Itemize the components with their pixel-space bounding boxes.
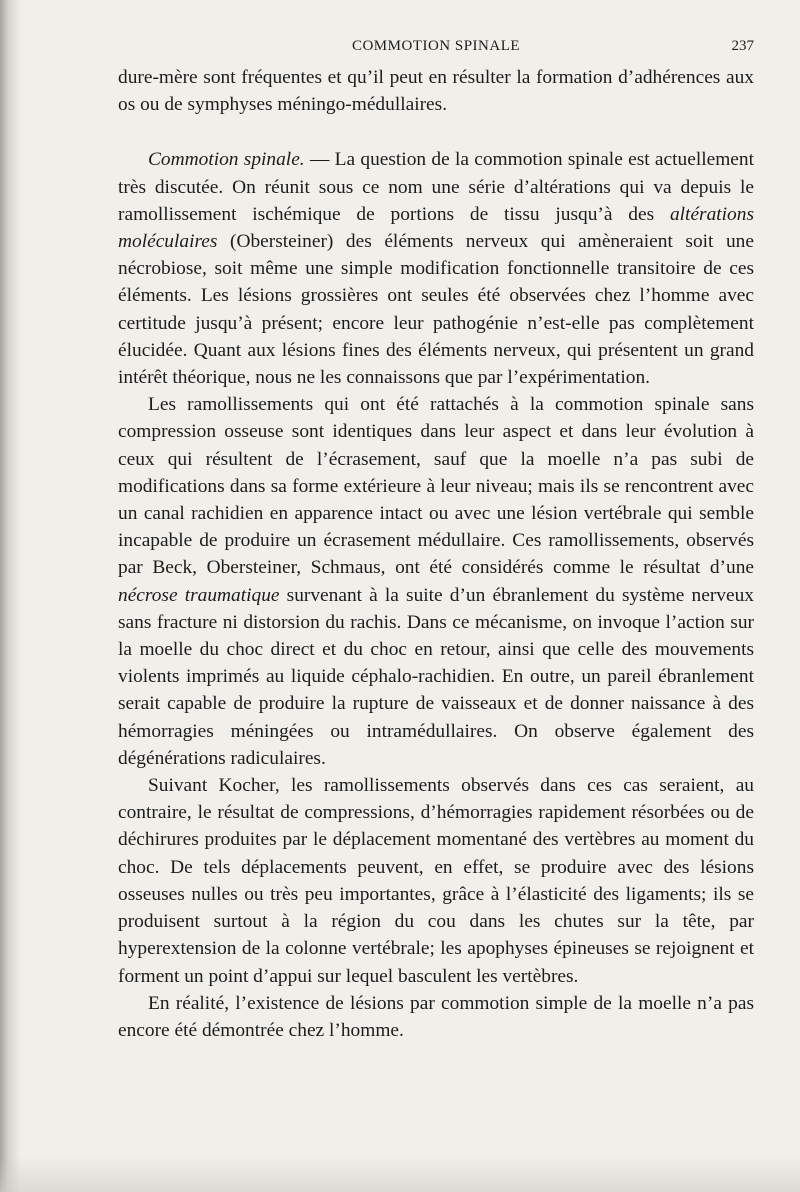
paragraph-text: Les ramollissements qui ont été rattachés à la commotion spinale sans compression osseuse sont identiques dans leur aspect et dans leur évolution à ceux qui résultent de l’écrasement, sauf que la moelle n’a pas subi de modifications dans sa forme extérieure à leur niveau; mais ils se rencontrent avec un canal rachidien en apparence intact ou avec une lésion vertébrale qui semble incapable de produire un écrasement médullaire. Ces ramollissements, observés par Beck, Obersteiner, Schmaus, ont été considérés comme le résultat d’une [118, 394, 754, 579]
running-title: COMMOTION SPINALE [351, 38, 521, 54]
paragraph-conclusion: En réalité, l’existence de lésions par commotion simple de la moelle n’a pas encore été démontrée chez l’homme. [118, 992, 754, 1041]
section-gap [118, 118, 754, 146]
paragraph-kocher: Suivant Kocher, les ramollissements observés dans ces cas seraient, au contraire, le résultat de compressions, d’hémorragies rapidement résorbées ou de déchirures produites par le déplacement momentané des vertèbres au moment du choc. De tels déplacements peuvent, en effet, se produire avec des lésions osseuses nulles ou très peu importantes, grâce à l’élasticité des ligaments; ils se produisent surtout à la région du cou dans les chutes sur la tête, par hyperextension de la colonne vertébrale; les apophyses épineuses se rejoignent et forment un point d’appui sur lequel basculent les vertèbres. [118, 775, 754, 987]
paragraph-text: — La question de la commotion spinale est actuellement très discutée. On réunit sous ce nom une série d’altérations qui va depuis le ramollissement ischémique de portions de tissu jusqu’à des [118, 149, 754, 225]
page-header [118, 38, 754, 58]
paragraph-continuation: dure-mère sont fréquentes et qu’il peut en résulter la formation d’adhérences aux os ou de symphyses méningo-médullaires. [118, 67, 754, 116]
page-number: 237 [731, 38, 754, 54]
paragraph-text: (Obersteiner) des éléments nerveux qui amèneraient soit une nécrobiose, soit même une simple modification fonctionnelle transitoire de ces éléments. Les lésions grossières ont seules été observées chez l’homme avec certitude jusqu’à présent; encore leur pathogénie n’est-elle pas complètement élucidée. Quant aux lésions fines des éléments nerveux, qui présentent un grand intérêt théorique, nous ne les connaissons que par l’expérimentation. [118, 231, 754, 389]
italic-term: altérations moléculaires [118, 203, 754, 253]
italic-term: nécrose traumatique [118, 584, 280, 606]
section-title: Commotion spinale. [148, 149, 305, 171]
paragraph-commotion-spinale [118, 146, 754, 391]
page-body [118, 64, 754, 1044]
paragraph-ramollissements [118, 391, 754, 772]
paragraph-text: survenant à la suite d’un ébranlement du système nerveux sans fracture ni distorsion du rachis. Dans ce mécanisme, on invoque l’action sur la moelle du choc direct et du choc en retour, ainsi que celle des mouvements violents imprimés au liquide céphalo-rachidien. En outre, un pareil ébranlement serait capable de produire la rupture de vaisseaux et de donner naissance à des hémorragies méningées ou intramédullaires. On observe également des dégénérations radiculaires. [118, 584, 754, 769]
